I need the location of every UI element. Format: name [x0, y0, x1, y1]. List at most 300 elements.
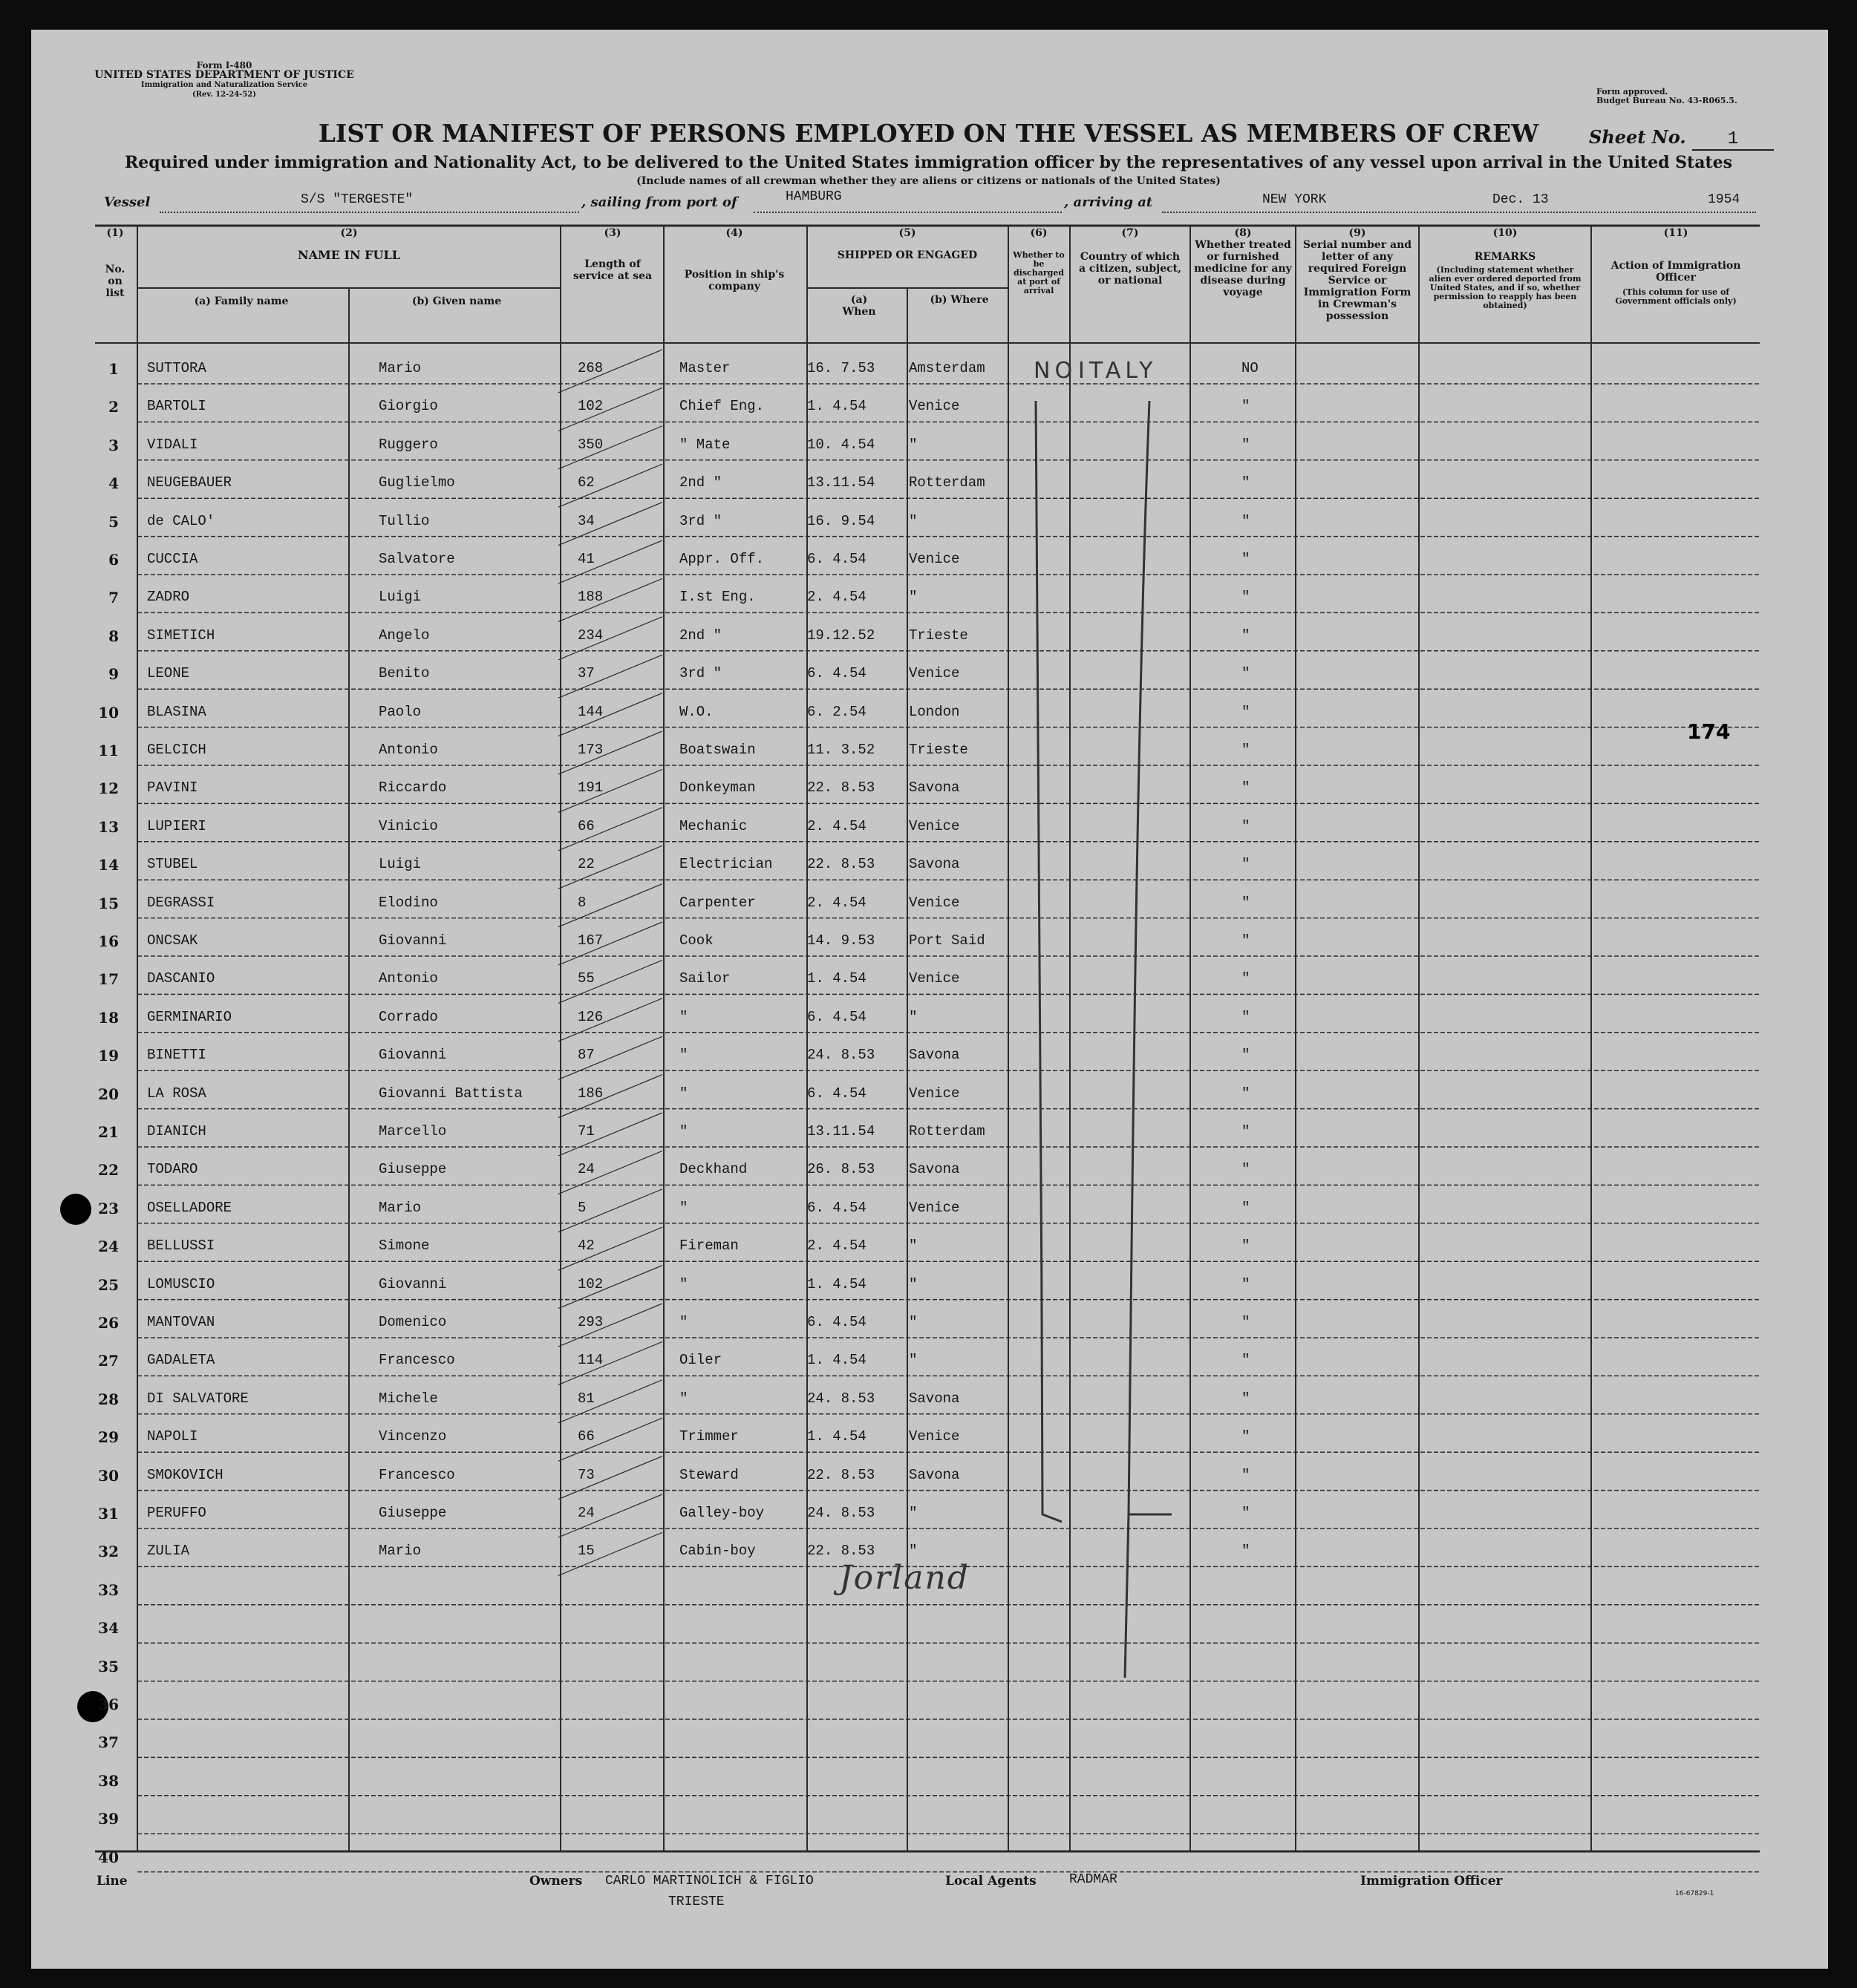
- row-number: 17: [98, 970, 119, 989]
- family-name: OSELLADORE: [147, 1199, 232, 1216]
- shipped-where: ": [909, 1008, 918, 1025]
- col-5-number: (5): [898, 227, 916, 239]
- department-name: UNITED STATES DEPARTMENT OF JUSTICE: [94, 69, 354, 81]
- col-8-number: (8): [1234, 227, 1252, 239]
- service-length: 102: [578, 1275, 604, 1292]
- row-number: 26: [98, 1314, 119, 1332]
- row-number: 2: [108, 398, 119, 416]
- given-name: Guglielmo: [379, 474, 455, 491]
- position: Master: [679, 360, 731, 376]
- family-name: GELCICH: [147, 742, 206, 758]
- shipped-where: Venice: [909, 665, 960, 682]
- position: ": [679, 1047, 688, 1064]
- shipped-when: 11. 3.52: [807, 742, 875, 758]
- service-length: 114: [578, 1352, 604, 1369]
- position: ": [679, 1199, 688, 1216]
- row-number: 29: [98, 1428, 119, 1447]
- shipped-when: 6. 4.54: [807, 551, 867, 567]
- row-number: 37: [98, 1733, 119, 1752]
- shipped-where: Savona: [909, 856, 960, 873]
- service-length: 102: [578, 398, 604, 415]
- col-10-note: (Including statement whether alien ever ordered deported from United States, and if so, whether permission to reapply has been obtained): [1429, 265, 1582, 310]
- shipped-where: ": [909, 1237, 918, 1255]
- service-length: 293: [578, 1314, 604, 1330]
- medicine: ": [1241, 932, 1250, 949]
- given-name: Tullio: [379, 512, 430, 529]
- service-length: 34: [578, 512, 595, 529]
- position: Galley-boy: [679, 1505, 765, 1521]
- row-number: 21: [98, 1123, 119, 1141]
- shipped-where: Savona: [909, 1161, 960, 1178]
- given-name: Luigi: [379, 856, 422, 873]
- position: Deckhand: [679, 1161, 748, 1178]
- col-2a-header: (a) Family name: [194, 295, 289, 307]
- row-number: 30: [98, 1466, 119, 1485]
- family-name: LEONE: [147, 665, 190, 682]
- col-11-number: (11): [1663, 227, 1688, 239]
- shipped-when: 1. 4.54: [807, 398, 867, 415]
- sheet-value: 1: [1692, 129, 1774, 151]
- form-code: 16-67829-1: [1675, 1890, 1714, 1897]
- handwritten-country: ITALY: [1078, 358, 1158, 384]
- position: Carpenter: [679, 894, 756, 911]
- col-10-header: REMARKS: [1474, 251, 1536, 263]
- family-name: MANTOVAN: [147, 1314, 215, 1330]
- given-name: Mario: [379, 1199, 422, 1216]
- shipped-where: Savona: [909, 779, 960, 797]
- shipped-when: 13.11.54: [807, 474, 875, 491]
- service-length: 186: [578, 1085, 604, 1102]
- col-9-number: (9): [1348, 227, 1366, 239]
- given-name: Benito: [379, 665, 430, 682]
- row-number: 11: [98, 742, 119, 759]
- given-name: Vinicio: [379, 817, 438, 834]
- family-name: de CALO': [147, 512, 215, 529]
- family-name: ONCSAK: [147, 932, 198, 949]
- given-name: Paolo: [379, 703, 422, 720]
- shipped-when: 2. 4.54: [807, 589, 867, 606]
- shipped-when: 26. 8.53: [807, 1161, 875, 1178]
- col-1-header: No. on list: [105, 264, 125, 299]
- given-name: Giuseppe: [379, 1505, 447, 1521]
- service-length: 71: [578, 1123, 595, 1139]
- family-name: GERMINARIO: [147, 1008, 232, 1025]
- service-length: 191: [578, 779, 604, 797]
- position: Cabin-boy: [679, 1543, 756, 1560]
- medicine: ": [1241, 1199, 1250, 1216]
- shipped-when: 6. 4.54: [807, 665, 867, 682]
- position: Cook: [679, 932, 714, 949]
- shipped-when: 19.12.52: [807, 627, 875, 644]
- family-name: NAPOLI: [147, 1428, 198, 1445]
- medicine: ": [1241, 856, 1250, 873]
- row-number: 33: [98, 1580, 119, 1599]
- given-name: Francesco: [379, 1352, 455, 1369]
- position: 2nd ": [679, 474, 722, 491]
- medicine: ": [1241, 1428, 1250, 1445]
- vessel-label: Vessel: [104, 194, 151, 210]
- discharged-ditto-line: [1036, 401, 1062, 1522]
- position: ": [679, 1390, 688, 1407]
- shipped-where: Venice: [909, 398, 960, 415]
- col-9-header: Serial number and letter of any required Foreign Service or Immigration Form in Crewman's possession: [1302, 239, 1412, 322]
- family-name: VIDALI: [147, 436, 198, 453]
- row-number: 8: [108, 627, 119, 645]
- row-number: 18: [98, 1008, 119, 1027]
- shipped-where: Rotterdam: [909, 1123, 985, 1139]
- service-length: 87: [578, 1047, 595, 1064]
- medicine: ": [1241, 1008, 1250, 1025]
- family-name: ZADRO: [147, 589, 190, 606]
- position: Mechanic: [679, 817, 748, 834]
- row-number: 32: [98, 1543, 119, 1561]
- row-number: 24: [98, 1237, 119, 1256]
- budget-bureau: Budget Bureau No. 43-R065.5.: [1596, 96, 1737, 105]
- col-5-header: SHIPPED OR ENGAGED: [837, 249, 978, 261]
- col-4-number: (4): [725, 227, 743, 239]
- medicine: ": [1241, 1161, 1250, 1178]
- row-number: 38: [98, 1771, 119, 1790]
- col-6-number: (6): [1030, 227, 1048, 239]
- shipped-when: 22. 8.53: [807, 856, 875, 873]
- col-5b-header: (b) Where: [930, 294, 989, 306]
- service-length: 22: [578, 856, 595, 873]
- family-name: ZULIA: [147, 1543, 190, 1560]
- position: ": [679, 1085, 688, 1102]
- row-number: 27: [98, 1352, 119, 1370]
- family-name: BLASINA: [147, 703, 206, 720]
- owners-city: TRIESTE: [668, 1894, 725, 1909]
- service-length: 126: [578, 1008, 604, 1025]
- row-number: 10: [98, 703, 119, 722]
- service-length: 41: [578, 551, 595, 567]
- position: Appr. Off.: [679, 551, 765, 567]
- line-label: Line: [97, 1874, 128, 1889]
- sailing-label: , sailing from port of: [581, 194, 737, 210]
- shipped-when: 10. 4.54: [807, 436, 875, 453]
- vessel-value: S/S "TERGESTE": [301, 192, 414, 207]
- service-length: 15: [578, 1543, 595, 1560]
- country-ditto-line: [1129, 401, 1172, 1514]
- medicine: ": [1241, 1047, 1250, 1064]
- row-number: 36: [98, 1696, 119, 1713]
- service-length: 24: [578, 1505, 595, 1521]
- row-number: 20: [98, 1085, 119, 1103]
- given-name: Antonio: [379, 742, 438, 758]
- given-name: Vincenzo: [379, 1428, 447, 1445]
- row-number: 25: [98, 1275, 119, 1294]
- given-name: Elodino: [379, 894, 438, 911]
- handwritten-signature: Jorland: [839, 1559, 970, 1597]
- shipped-where: ": [909, 436, 918, 453]
- position: W.O.: [679, 703, 714, 720]
- row-number: 13: [98, 817, 119, 836]
- service-length: 350: [578, 436, 604, 453]
- arriving-label: , arriving at: [1064, 194, 1153, 210]
- family-name: NEUGEBAUER: [147, 474, 232, 491]
- given-name: Giuseppe: [379, 1161, 447, 1178]
- family-name: BINETTI: [147, 1047, 206, 1064]
- col-5a-header: (a) When: [842, 294, 876, 318]
- shipped-when: 2. 4.54: [807, 817, 867, 834]
- given-name: Salvatore: [379, 551, 455, 567]
- family-name: SUTTORA: [147, 360, 206, 376]
- row-number: 16: [98, 932, 119, 950]
- given-name: Mario: [379, 360, 422, 376]
- position: ": [679, 1008, 688, 1025]
- medicine: ": [1241, 779, 1250, 797]
- row-number: 1: [108, 360, 119, 378]
- given-name: Marcello: [379, 1123, 447, 1139]
- shipped-where: Venice: [909, 1428, 960, 1445]
- medicine: ": [1241, 970, 1250, 987]
- col-8-header: Whether treated or furnished medicine for any disease during voyage: [1194, 239, 1292, 298]
- row-number: 5: [108, 512, 119, 531]
- shipped-where: Trieste: [909, 742, 968, 758]
- handwritten-discharged: NO: [1034, 358, 1077, 384]
- position: Sailor: [679, 970, 731, 987]
- stamp-number: 174: [1687, 719, 1731, 744]
- medicine: ": [1241, 512, 1250, 529]
- medicine: ": [1241, 1314, 1250, 1330]
- medicine: ": [1241, 1505, 1250, 1521]
- agents-value: RADMAR: [1069, 1872, 1117, 1887]
- medicine: ": [1241, 551, 1250, 567]
- officer-label: Immigration Officer: [1360, 1874, 1503, 1889]
- row-number: 34: [98, 1619, 119, 1638]
- col-2b-header: (b) Given name: [411, 295, 502, 307]
- medicine: ": [1241, 474, 1250, 491]
- family-name: TODARO: [147, 1161, 198, 1178]
- shipped-when: 6. 4.54: [807, 1314, 867, 1330]
- shipped-where: Savona: [909, 1047, 960, 1064]
- shipped-where: ": [909, 1275, 918, 1292]
- position: I.st Eng.: [679, 589, 756, 606]
- given-name: Giovanni: [379, 1047, 447, 1064]
- shipped-when: 1. 4.54: [807, 1275, 867, 1292]
- row-number: 12: [98, 779, 119, 798]
- service-name: Immigration and Naturalization Service: [140, 81, 308, 89]
- medicine: ": [1241, 436, 1250, 453]
- shipped-when: 13.11.54: [807, 1123, 875, 1139]
- arrival-year: 1954: [1708, 192, 1740, 207]
- medicine: ": [1241, 1123, 1250, 1139]
- given-name: Giorgio: [379, 398, 438, 415]
- shipped-where: ": [909, 1352, 918, 1369]
- medicine: ": [1241, 1466, 1250, 1483]
- shipped-where: London: [909, 703, 960, 720]
- family-name: SMOKOVICH: [147, 1466, 223, 1483]
- col-1-number: (1): [106, 227, 124, 239]
- col-7-number: (7): [1121, 227, 1139, 239]
- family-name: LUPIERI: [147, 817, 206, 834]
- row-number: 15: [98, 894, 119, 912]
- given-name: Ruggero: [379, 436, 438, 453]
- shipped-where: ": [909, 1543, 918, 1560]
- row-number: 9: [108, 665, 119, 684]
- family-name: PERUFFO: [147, 1505, 206, 1521]
- medicine: NO: [1241, 360, 1259, 376]
- position: Boatswain: [679, 742, 756, 758]
- service-length: 37: [578, 665, 595, 682]
- col-3-header: Length of service at sea: [572, 258, 653, 282]
- given-name: Riccardo: [379, 779, 447, 797]
- form-number: Form I-480: [196, 60, 252, 71]
- sailing-value: HAMBURG: [786, 189, 842, 204]
- given-name: Luigi: [379, 589, 422, 606]
- col-3-number: (3): [604, 227, 621, 239]
- shipped-where: ": [909, 512, 918, 529]
- medicine: ": [1241, 1352, 1250, 1369]
- shipped-where: Venice: [909, 1199, 960, 1216]
- include-note: (Include names of all crewman whether they are aliens or citizens or nationals of the United States): [636, 175, 1221, 187]
- shipped-when: 22. 8.53: [807, 1543, 875, 1560]
- service-length: 8: [578, 894, 587, 911]
- sheet-label: Sheet No.: [1589, 126, 1686, 148]
- shipped-when: 2. 4.54: [807, 894, 867, 911]
- revision: (Rev. 12-24-52): [192, 91, 256, 99]
- family-name: GADALETA: [147, 1352, 215, 1369]
- shipped-where: Savona: [909, 1390, 960, 1407]
- row-number: 6: [108, 551, 119, 569]
- position: Oiler: [679, 1352, 722, 1369]
- medicine: ": [1241, 398, 1250, 415]
- family-name: LA ROSA: [147, 1085, 206, 1102]
- position: Steward: [679, 1466, 739, 1483]
- position: 2nd ": [679, 627, 722, 644]
- shipped-where: Venice: [909, 970, 960, 987]
- medicine: ": [1241, 894, 1250, 911]
- col-7-header: Country of which a citizen, subject, or national: [1078, 251, 1182, 287]
- shipped-when: 6. 2.54: [807, 703, 867, 720]
- col-2-header: NAME IN FULL: [297, 248, 400, 262]
- shipped-where: ": [909, 589, 918, 606]
- position: Donkeyman: [679, 779, 756, 797]
- row-number: 39: [98, 1810, 119, 1828]
- shipped-when: 22. 8.53: [807, 779, 875, 797]
- shipped-where: Port Said: [909, 932, 985, 949]
- given-name: Giovanni: [379, 932, 447, 949]
- family-name: STUBEL: [147, 856, 198, 873]
- shipped-where: Rotterdam: [909, 474, 985, 491]
- shipped-when: 1. 4.54: [807, 1428, 867, 1445]
- medicine: ": [1241, 589, 1250, 606]
- shipped-where: Trieste: [909, 627, 968, 644]
- family-name: LOMUSCIO: [147, 1275, 215, 1292]
- service-length: 5: [578, 1199, 587, 1216]
- position: Chief Eng.: [679, 398, 765, 415]
- form-approved: Form approved.: [1596, 87, 1668, 97]
- family-name: SIMETICH: [147, 627, 215, 644]
- position: ": [679, 1275, 688, 1292]
- position: Fireman: [679, 1237, 739, 1255]
- position: " Mate: [679, 436, 731, 453]
- position: 3rd ": [679, 665, 722, 682]
- row-number: 23: [98, 1199, 119, 1217]
- shipped-when: 24. 8.53: [807, 1390, 875, 1407]
- given-name: Corrado: [379, 1008, 438, 1025]
- given-name: Francesco: [379, 1466, 455, 1483]
- arrival-date: Dec. 13: [1492, 192, 1549, 207]
- service-length: 234: [578, 627, 604, 644]
- medicine: ": [1241, 1390, 1250, 1407]
- arriving-value: NEW YORK: [1262, 192, 1327, 207]
- country-tail-line: [1125, 1514, 1129, 1678]
- shipped-where: ": [909, 1314, 918, 1330]
- shipped-where: Venice: [909, 551, 960, 567]
- service-length: 66: [578, 1428, 595, 1445]
- shipped-when: 24. 8.53: [807, 1047, 875, 1064]
- row-number: 28: [98, 1390, 119, 1408]
- medicine: ": [1241, 665, 1250, 682]
- row-number: 31: [98, 1505, 119, 1523]
- shipped-when: 22. 8.53: [807, 1466, 875, 1483]
- service-length: 144: [578, 703, 604, 720]
- shipped-when: 14. 9.53: [807, 932, 875, 949]
- given-name: Mario: [379, 1543, 422, 1560]
- medicine: ": [1241, 703, 1250, 720]
- owners-value: CARLO MARTINOLICH & FIGLIO: [605, 1874, 814, 1889]
- service-length: 73: [578, 1466, 595, 1483]
- family-name: DASCANIO: [147, 970, 215, 987]
- agents-label: Local Agents: [945, 1874, 1037, 1889]
- service-length: 173: [578, 742, 604, 758]
- service-length: 55: [578, 970, 595, 987]
- given-name: Giovanni: [379, 1275, 447, 1292]
- medicine: ": [1241, 1085, 1250, 1102]
- family-name: BELLUSSI: [147, 1237, 215, 1255]
- position: ": [679, 1123, 688, 1139]
- document-title: LIST OR MANIFEST OF PERSONS EMPLOYED ON THE VESSEL AS MEMBERS OF CREW: [318, 119, 1539, 148]
- position: ": [679, 1314, 688, 1330]
- shipped-when: 2. 4.54: [807, 1237, 867, 1255]
- family-name: DI SALVATORE: [147, 1390, 249, 1407]
- given-name: Simone: [379, 1237, 430, 1255]
- col-10-number: (10): [1492, 227, 1518, 239]
- shipped-when: 6. 4.54: [807, 1199, 867, 1216]
- family-name: DIANICH: [147, 1123, 206, 1139]
- row-number: 22: [98, 1161, 119, 1180]
- position: Electrician: [679, 856, 773, 873]
- col-2-number: (2): [340, 227, 358, 239]
- family-name: PAVINI: [147, 779, 198, 797]
- given-name: Domenico: [379, 1314, 447, 1330]
- medicine: ": [1241, 1275, 1250, 1292]
- shipped-where: Savona: [909, 1466, 960, 1483]
- shipped-when: 16. 9.54: [807, 512, 875, 529]
- service-length: 81: [578, 1390, 595, 1407]
- position: Trimmer: [679, 1428, 739, 1445]
- row-number: 35: [98, 1657, 119, 1675]
- row-number: 14: [98, 856, 119, 874]
- given-name: Angelo: [379, 627, 430, 644]
- row-number: 7: [108, 589, 119, 607]
- given-name: Giovanni Battista: [379, 1085, 523, 1102]
- col-6-header: Whether to be discharged at port of arrival: [1013, 250, 1065, 295]
- requirement-line: Required under immigration and Nationality Act, to be delivered to the United States immigration officer by the representatives of any vessel upon arrival in the United States: [124, 153, 1732, 172]
- row-number: 4: [108, 474, 119, 493]
- shipped-where: Venice: [909, 817, 960, 834]
- shipped-when: 6. 4.54: [807, 1008, 867, 1025]
- shipped-where: Amsterdam: [909, 360, 985, 376]
- row-number: 3: [108, 436, 119, 454]
- service-length: 66: [578, 817, 595, 834]
- given-name: Michele: [379, 1390, 438, 1407]
- shipped-when: 1. 4.54: [807, 1352, 867, 1369]
- family-name: CUCCIA: [147, 551, 198, 567]
- medicine: ": [1241, 1543, 1250, 1560]
- shipped-where: Venice: [909, 1085, 960, 1102]
